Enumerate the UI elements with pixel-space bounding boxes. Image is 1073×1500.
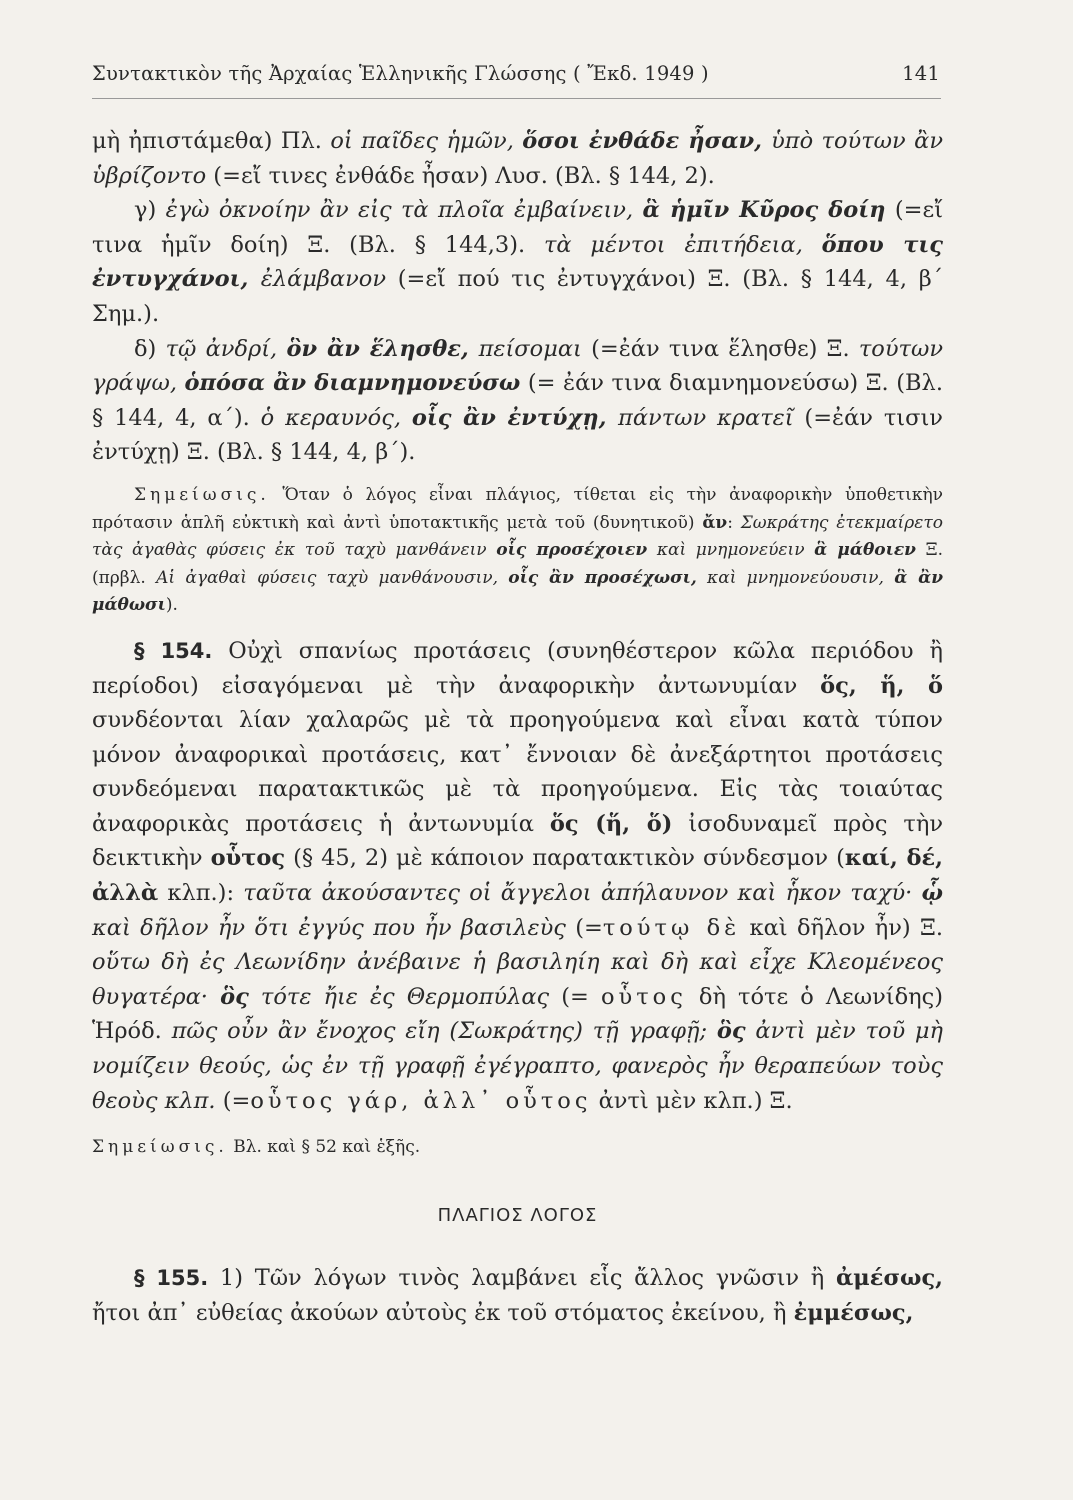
- bold-term: οὗτος: [210, 845, 286, 872]
- example-italic: Αἱ ἀγαθαὶ φύσεις ταχὺ μανθάνουσιν,: [156, 567, 509, 588]
- example-bold: ὃς: [716, 1018, 746, 1045]
- example-italic: ταῦτα ἀκούσαντες οἱ ἄγγελοι ἀπήλαυνον καὶ ἧκον ταχύ·: [243, 880, 922, 907]
- section-number: § 155.: [134, 1266, 209, 1291]
- example-italic: καὶ δῆλον ἦν ὅτι ἐγγύς που ἦν βασιλεὺς: [92, 914, 566, 941]
- text-run: Οὐχὶ σπανίως προτάσεις (συνηθέστερον κῶλα περιόδου ἢ περίοδοι) εἰσαγόμεναι μὲ τὴν ἀναφορικὴν ἀντωνυμίαν: [92, 637, 944, 699]
- example-bold: ἃ ἂν μάθωσι: [92, 567, 943, 616]
- text-run: ἰσοδυναμεῖ πρὸς τὴν δεικτικὴν: [92, 810, 944, 872]
- text-run: (§ 45, 2) μὲ κάποιον παρατακτικὸν σύνδεσμον (: [285, 845, 845, 872]
- example-italic: τούτων γράψω,: [92, 335, 944, 397]
- paragraph-154: [92, 634, 943, 1118]
- bold-term: καί, δέ, ἀλλὰ: [92, 845, 943, 907]
- note-label: Σημείωσις.: [92, 1137, 228, 1158]
- example-bold: ᾧ: [921, 880, 943, 907]
- text-run: (=ἐάν τινα ἕλησθε) Ξ.: [581, 335, 859, 362]
- text-run: γ): [134, 197, 166, 224]
- bold-term: ὅς (ἥ, ὅ): [549, 810, 673, 837]
- text-run: Βλ. καὶ § 52 καὶ ἑξῆς.: [227, 1137, 421, 1158]
- example-bold: ὁπόσα ἂν διαμνημονεύσω: [184, 370, 521, 397]
- page-body: [92, 124, 943, 1331]
- text-run: ἤτοι ἀπ᾽ εὐθείας ἀκούων αὐτοὺς ἐκ τοῦ στόματος ἐκείνου, ἢ: [92, 1300, 794, 1326]
- spaced-text: τούτῳ δὲ: [602, 914, 741, 941]
- example-italic: τῷ ἀνδρί,: [165, 335, 287, 362]
- example-italic: ἀντὶ μὲν τοῦ μὴ νομίζειν θεούς, ὡς ἐν τῇ γραφῇ ἐγέγραπτο, φανερὸς ἦν θεραπεύων τοὺς θεοὺς κλπ.: [92, 1018, 944, 1114]
- text-run: (= ἐάν τινα διαμνημονεύσω) Ξ. (Βλ. § 144, 4, α΄).: [92, 370, 943, 431]
- paragraph-gamma: [92, 193, 943, 331]
- example-italic: ἐλάμβανον: [260, 266, 387, 293]
- example-bold: οἷς ἂν προσέχωσι,: [508, 567, 697, 588]
- header-rule: [92, 98, 941, 99]
- example-italic: πείσομαι: [478, 335, 582, 362]
- text-run: (=: [549, 983, 601, 1010]
- text-run: 1) Τῶν λόγων τινὸς λαμβάνει εἷς ἄλλος γνῶσιν ἢ: [208, 1265, 836, 1292]
- text-run: :: [727, 512, 741, 533]
- bold-term: ἐμμέσως,: [793, 1300, 914, 1326]
- bold-term: ἀμέσως,: [835, 1265, 943, 1292]
- spaced-text: οὗτος γάρ, ἀλλ᾽ οὗτος: [250, 1087, 592, 1114]
- example-bold: οἷς ἂν ἐντύχῃ,: [411, 404, 619, 431]
- text-run: μὴ ἠπιστάμεθα) Πλ.: [92, 128, 331, 154]
- page-header: [92, 62, 940, 85]
- spaced-text: οὗτος: [600, 983, 687, 1010]
- example-italic: τὰ μέντοι ἐπιτήδεια,: [543, 231, 822, 258]
- text-run: (=εἴ πού τις ἐντυγχάνοι) Ξ. (Βλ. § 144, 4, β΄ Σημ.).: [92, 266, 943, 327]
- bold-term: ὅς, ἥ, ὅ: [820, 672, 943, 699]
- text-run: συνδέονται λίαν χαλαρῶς μὲ τὰ προηγούμενα καὶ εἶναι κατὰ τύπον μόνον ἀναφορικαὶ προτάσεις, κατ᾽ ἔννοιαν δὲ ἀνεξάρτητοι προτάσεις συνδεόμεναι παρατακτικῶς μὲ τὰ προηγούμενα. Εἰς τὰς τοιαύτας ἀναφορικὰς προτάσεις ἡ ἀντωνυμία: [92, 707, 943, 837]
- text-run: (=εἴ τινα ἡμῖν δοίη) Ξ. (Βλ. § 144,3).: [92, 197, 943, 258]
- example-italic: οἱ παῖδες ἡμῶν,: [330, 128, 523, 154]
- example-bold: ὃν ἂν ἕλησθε,: [286, 335, 479, 362]
- text-run: καὶ δῆλον ἦν) Ξ.: [740, 914, 943, 941]
- note-semeiosis-2: [92, 1134, 943, 1162]
- example-italic: οὕτω δὴ ἐς Λεωνίδην ἀνέβαινε ἡ βασιληίη καὶ δὴ καὶ εἶχε Κλεομένεος θυγατέρα·: [92, 949, 943, 1010]
- example-italic: Σωκράτης ἐτεκμαίρετο τὰς ἀγαθὰς φύσεις ἐκ τοῦ ταχὺ μανθάνειν: [92, 512, 943, 561]
- example-bold: ὃς: [220, 983, 249, 1010]
- example-bold: ἃ ἡμῖν Κῦρος δοίη: [642, 197, 886, 224]
- text-run: (=: [215, 1087, 251, 1114]
- example-italic: ὑπὸ τούτων ἂν ὑβρίζοντο: [92, 128, 943, 189]
- example-italic: ὁ κεραυνός,: [260, 404, 412, 431]
- example-bold: οἷς προσέχοιεν: [496, 540, 648, 561]
- text-run: (=εἴ τινες ἐνθάδε ἦσαν) Λυσ. (Βλ. § 144, 2).: [206, 162, 715, 189]
- example-italic: τότε ἤιε ἐς Θερμοπύλας: [248, 983, 550, 1010]
- example-italic: καὶ μνημονεύειν: [647, 540, 815, 561]
- text-run: κλπ.):: [158, 880, 244, 907]
- section-number: § 154.: [134, 638, 213, 663]
- text-run: Ξ. (πρβλ.: [92, 540, 943, 588]
- text-run: (=ἐάν τισιν ἐντύχῃ) Ξ. (Βλ. § 144, 4, β΄).: [92, 404, 943, 466]
- example-italic: πῶς οὖν ἂν ἔνοχος εἴη (Σωκράτης) τῇ γραφῇ;: [171, 1018, 717, 1045]
- paragraph-delta: [92, 332, 943, 470]
- bold-term: ἄν: [702, 512, 728, 533]
- text-run: ἀντὶ μὲν κλπ.) Ξ.: [591, 1087, 793, 1114]
- paragraph-continuation: [92, 124, 943, 193]
- text-run: Ὅταν ὁ λόγος εἶναι πλάγιος, τίθεται εἰς τὴν ἀναφορικὴν ὑποθετικὴν πρότασιν ἁπλῆ εὐκτικὴ καὶ ἀντὶ ὑποτακτικῆς μετὰ τοῦ (δυνητικοῦ): [92, 484, 943, 533]
- paragraph-155: [92, 1261, 943, 1330]
- text-run: (=: [565, 914, 603, 941]
- example-bold: ὅπου τις ἐντυγχάνοι,: [92, 231, 943, 293]
- page-number: 141: [902, 62, 940, 85]
- example-bold: ἃ μάθοιεν: [814, 540, 916, 561]
- text-run: ).: [165, 595, 178, 616]
- example-italic: πάντων κρατεῖ: [618, 404, 794, 431]
- note-label: Σημείωσις.: [134, 484, 270, 505]
- note-semeiosis-1: [92, 482, 943, 620]
- running-title: Συντακτικὸν τῆς Ἀρχαίας Ἑλληνικῆς Γλώσσης ( Ἔκδ. 1949 ): [92, 62, 709, 85]
- section-heading: ΠΛΑΓΙΟΣ ΛΟΓΟΣ: [437, 1204, 598, 1226]
- text-run: δὴ τότε ὁ Λεωνίδης) Ἡρόδ.: [92, 983, 944, 1045]
- text-run: δ): [134, 335, 166, 362]
- example-bold: ὅσοι ἐνθάδε ἦσαν,: [522, 128, 772, 154]
- example-italic: καὶ μνημονεύουσιν,: [696, 567, 895, 588]
- example-italic: ἐγὼ ὀκνοίην ἂν εἰς τὰ πλοῖα ἐμβαίνειν,: [165, 197, 643, 224]
